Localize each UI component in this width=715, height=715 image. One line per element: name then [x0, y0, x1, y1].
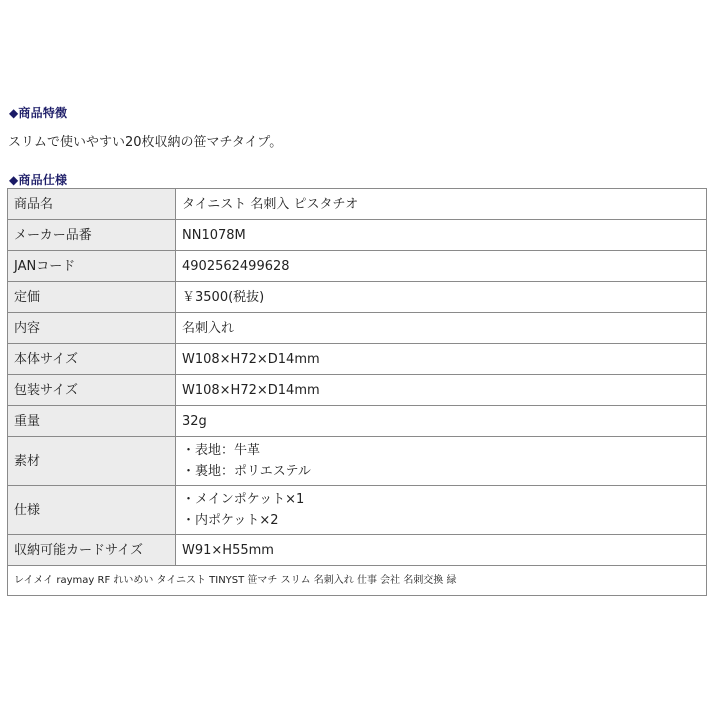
spec-value: NN1078M: [176, 220, 707, 251]
spec-label: 包装サイズ: [8, 375, 176, 406]
spec-label: 定価: [8, 282, 176, 313]
spec-value: タイニスト 名刺入 ピスタチオ: [176, 189, 707, 220]
spec-heading: ◆商品仕様: [9, 173, 68, 187]
spec-row-jan-code: [8, 251, 707, 282]
spec-row-keywords: [8, 566, 707, 596]
features-heading: ◆商品特徴: [9, 106, 68, 120]
spec-row-model-number: [8, 220, 707, 251]
spec-value: 名刺入れ: [176, 313, 707, 344]
spec-row-body-size: [8, 344, 707, 375]
spec-table: [7, 188, 707, 596]
spec-label: 商品名: [8, 189, 176, 220]
spec-label: 内容: [8, 313, 176, 344]
spec-row-card-size: [8, 535, 707, 566]
spec-row-contents: [8, 313, 707, 344]
spec-row-package-size: [8, 375, 707, 406]
spec-value: W108×H72×D14mm: [176, 344, 707, 375]
spec-value: ￥3500(税抜): [176, 282, 707, 313]
specification-line: ・内ポケット×2: [182, 513, 279, 528]
spec-value: 32g: [176, 406, 707, 437]
spec-label: 収納可能カードサイズ: [8, 535, 176, 566]
spec-value: [176, 486, 707, 535]
spec-value: [176, 437, 707, 486]
spec-row-list-price: [8, 282, 707, 313]
keywords-text: レイメイ raymay RF れいめい タイニスト TINYST 笹マチ スリム 名刺入れ 仕事 会社 名刺交換 緑: [8, 566, 707, 596]
spec-value: W108×H72×D14mm: [176, 375, 707, 406]
material-line: ・裏地：ポリエステル: [182, 464, 311, 479]
spec-row-specification: [8, 486, 707, 535]
spec-value: 4902562499628: [176, 251, 707, 282]
features-description: スリムで使いやすい20枚収納の笹マチタイプ。: [8, 135, 283, 150]
specification-line: ・メインポケット×1: [182, 492, 305, 507]
spec-label: 素材: [8, 437, 176, 486]
material-line: ・表地：牛革: [182, 443, 261, 458]
spec-row-weight: [8, 406, 707, 437]
spec-label: 重量: [8, 406, 176, 437]
spec-value: W91×H55mm: [176, 535, 707, 566]
spec-row-product-name: [8, 189, 707, 220]
spec-label: 本体サイズ: [8, 344, 176, 375]
spec-label: メーカー品番: [8, 220, 176, 251]
spec-label: 仕様: [8, 486, 176, 535]
spec-label: JANコード: [8, 251, 176, 282]
spec-row-material: [8, 437, 707, 486]
